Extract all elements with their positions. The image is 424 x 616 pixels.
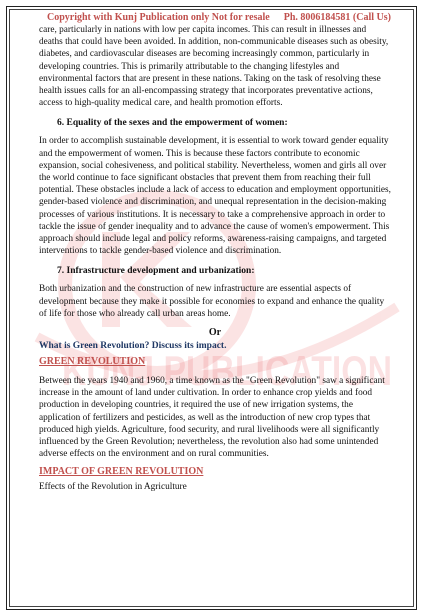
phone-contact: Ph. 8006184581 (Call Us) bbox=[283, 12, 391, 23]
heading-gender-equality: 6. Equality of the sexes and the empowerment of women: bbox=[57, 118, 288, 129]
heading-infrastructure: 7. Infrastructure development and urbanization: bbox=[57, 266, 255, 277]
paragraph-health: care, particularly in nations with low per capita incomes. This can result in illnesses and deaths that could have been avoided. In addition, non-communicable diseases such as obesity, diabetes, and cardiovascular diseases are becoming increasingly common, particularly in developing countries. This is primarily attributable to the changing lifestyles and environmental factors that are present in these nations. Taking on the task of resolving these health issues calls for an all-encompassing strategy that incorporates preventative actions, access to high-quality medical care, and health promotion efforts. bbox=[39, 25, 389, 109]
question-text: What is Green Revolution? Discuss its impact. bbox=[39, 341, 227, 352]
section-title-green-revolution: GREEN REVOLUTION bbox=[39, 356, 146, 368]
document-page bbox=[6, 6, 417, 610]
paragraph-effects: Effects of the Revolution in Agriculture bbox=[39, 482, 187, 493]
page-content bbox=[39, 11, 391, 494]
paragraph-green-revolution: Between the years 1940 and 1960, a time known as the "Green Revolution" saw a significant increase in the amount of land under cultivation. In order to enhance crop yields and food production in developing countries, it required the use of new irrigation systems, the application of fertilizers and pesticides, as well as the introduction of new crop types that produced high yields. Agriculture, food security, and rural livelihoods were all significantly influenced by the Green Revolution; nevertheless, the revolution also had some unintended adverse effects on the environment and on rural communities. bbox=[39, 376, 385, 460]
paragraph-gender-equality: In order to accomplish sustainable development, it is essential to work toward gender equality and the empowerment of women. This is because these factors contribute to economic expansion, social cohesiveness, and political stability. Nevertheless, women and girls all over the world continue to face significant obstacles that prevent them from reaching their full potential. These obstacles include a lack of access to education and employment opportunities, gender-based violence and discrimination, and unequal representation in the decision-making processes of various institutions. It is necessary to take a comprehensive approach in order to tackle the issue of gender inequality and to advance the cause of women's empowerment. This approach should include legal and policy reforms, awareness-raising campaigns, and targeted interventions to tackle gender-based violence and discrimination. bbox=[39, 136, 391, 257]
paragraph-infrastructure: Both urbanization and the construction of new infrastructure are essential aspects of development because they make it possible for economies to expand and enhance the quality of life for those who already call urban areas home. bbox=[39, 284, 385, 319]
or-separator: Or bbox=[208, 327, 222, 339]
section-title-impact: IMPACT OF GREEN REVOLUTION bbox=[39, 466, 204, 478]
watermark-text: KUNJ PUBLICATION bbox=[62, 347, 392, 394]
page-header bbox=[39, 11, 391, 24]
copyright-notice: Copyright with Kunj Publication only Not for resale bbox=[47, 12, 270, 23]
